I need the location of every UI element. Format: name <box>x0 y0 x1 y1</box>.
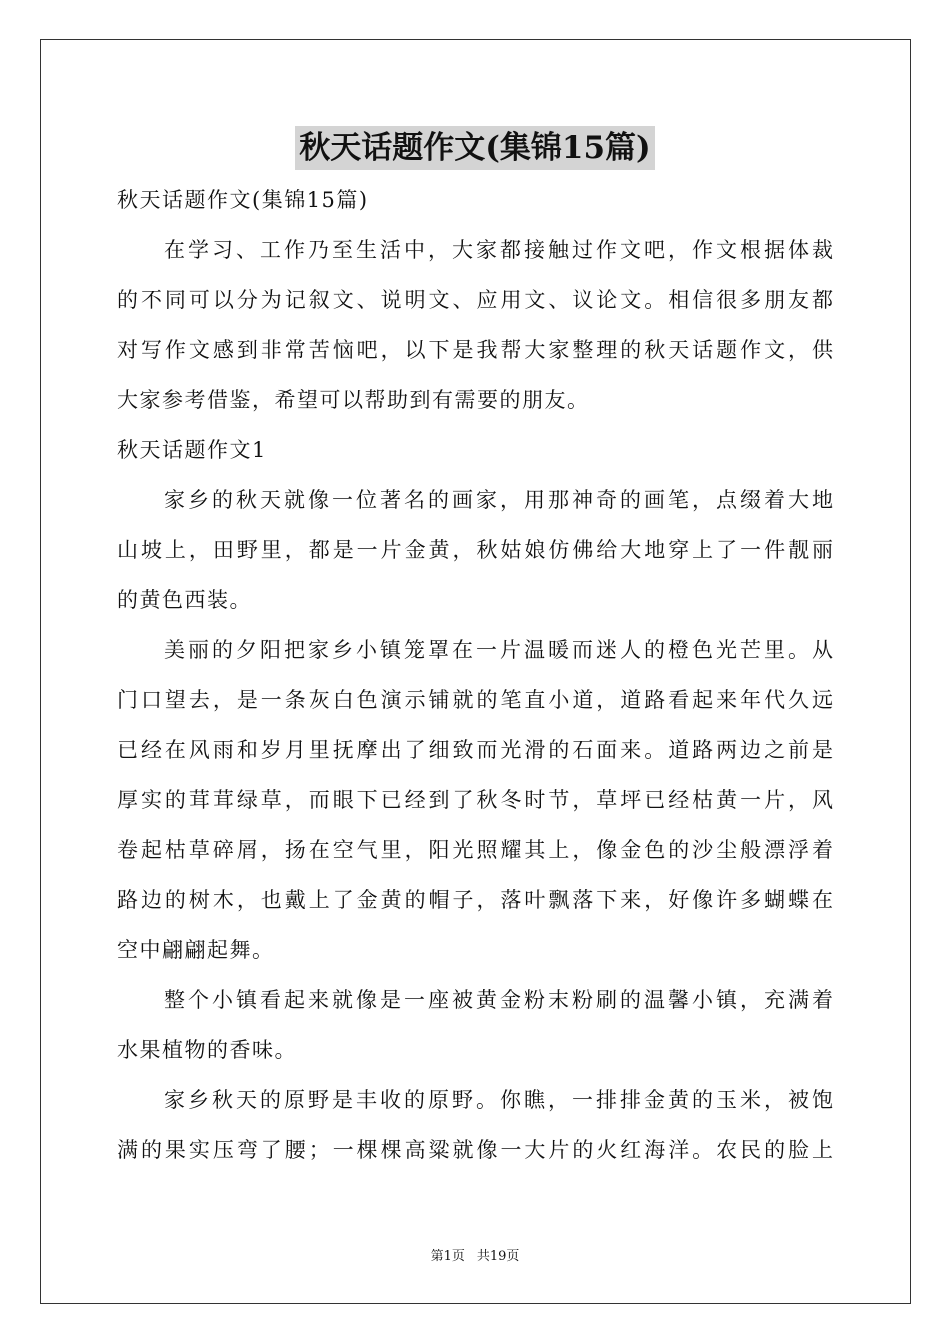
text-line: 已经在风雨和岁月里抚摩出了细致而光滑的石面来。道路两边之前是 <box>117 738 833 762</box>
text-line: 家乡秋天的原野是丰收的原野。你瞧，一排排金黄的玉米，被饱 <box>164 1088 833 1112</box>
document-title: 秋天话题作文(集锦15篇) <box>295 126 654 170</box>
text-line: 水果植物的香味。 <box>117 1038 297 1062</box>
text-line: 大家参考借鉴，希望可以帮助到有需要的朋友。 <box>117 388 590 412</box>
text-line: 秋天话题作文(集锦15篇) <box>117 188 369 212</box>
title-container <box>0 126 950 170</box>
text-line: 美丽的夕阳把家乡小镇笼罩在一片温暖而迷人的橙色光芒里。从 <box>164 638 833 662</box>
text-line: 满的果实压弯了腰；一棵棵高粱就像一大片的火红海洋。农民的脸上 <box>117 1138 833 1162</box>
text-line: 家乡的秋天就像一位著名的画家，用那神奇的画笔，点缀着大地 <box>164 488 833 512</box>
text-line: 路边的树木，也戴上了金黄的帽子，落叶飘落下来，好像许多蝴蝶在 <box>117 888 833 912</box>
document-body <box>117 175 833 1175</box>
text-line: 门口望去，是一条灰白色演示铺就的笔直小道，道路看起来年代久远 <box>117 688 833 712</box>
text-line: 厚实的茸茸绿草，而眼下已经到了秋冬时节，草坪已经枯黄一片，风 <box>117 788 833 812</box>
page-number: 第1页 <box>430 1249 465 1264</box>
text-line: 秋天话题作文1 <box>117 438 267 462</box>
text-line: 山坡上，田野里，都是一片金黄，秋姑娘仿佛给大地穿上了一件靓丽 <box>117 538 833 562</box>
text-line: 空中翩翩起舞。 <box>117 938 275 962</box>
page-footer <box>0 1248 950 1266</box>
text-line: 在学习、工作乃至生活中，大家都接触过作文吧，作文根据体裁 <box>164 238 833 262</box>
text-line: 整个小镇看起来就像是一座被黄金粉末粉刷的温馨小镇，充满着 <box>164 988 833 1012</box>
text-line: 的黄色西装。 <box>117 588 252 612</box>
text-line: 卷起枯草碎屑，扬在空气里，阳光照耀其上，像金色的沙尘般漂浮着 <box>117 838 833 862</box>
page-total: 共19页 <box>476 1249 520 1264</box>
text-line: 对写作文感到非常苦恼吧，以下是我帮大家整理的秋天话题作文，供 <box>117 338 833 362</box>
text-line: 的不同可以分为记叙文、说明文、应用文、议论文。相信很多朋友都 <box>117 288 833 312</box>
